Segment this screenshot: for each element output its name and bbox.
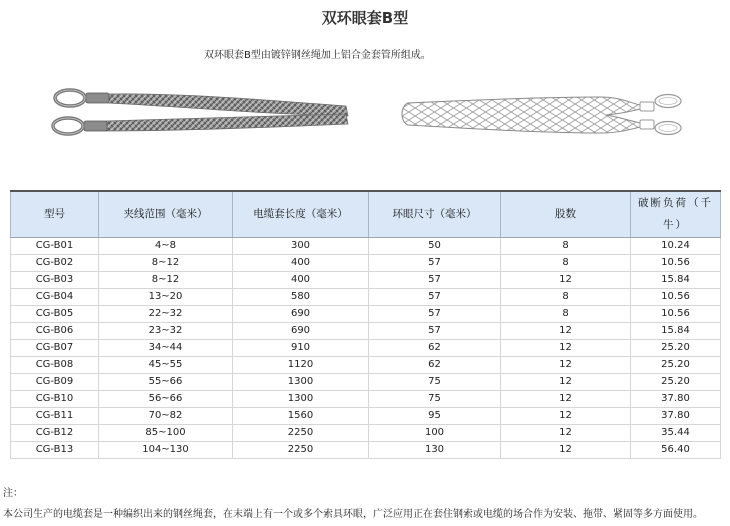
cell-clamp-range: 104~130 (99, 441, 233, 458)
cell-sock-length: 690 (233, 322, 369, 339)
cell-strands: 8 (501, 305, 631, 322)
cell-eye-size: 100 (369, 424, 501, 441)
cell-model: CG-B03 (11, 271, 99, 288)
cell-model: CG-B02 (11, 254, 99, 271)
product-description: 双环眼套B型由镀锌钢丝绳加上铝合金套管所组成。 (204, 50, 431, 61)
cell-model: CG-B10 (11, 390, 99, 407)
cell-breaking-load: 25.20 (631, 356, 721, 373)
cell-clamp-range: 70~82 (99, 407, 233, 424)
cell-breaking-load: 25.20 (631, 373, 721, 390)
cable-grip-photo (46, 84, 356, 144)
cell-strands: 12 (501, 390, 631, 407)
cell-strands: 12 (501, 322, 631, 339)
cell-clamp-range: 23~32 (99, 322, 233, 339)
cell-clamp-range: 85~100 (99, 424, 233, 441)
cell-breaking-load: 37.80 (631, 390, 721, 407)
table-row (11, 305, 721, 322)
cell-clamp-range: 8~12 (99, 271, 233, 288)
cell-strands: 8 (501, 237, 631, 254)
cell-clamp-range: 56~66 (99, 390, 233, 407)
cell-breaking-load: 56.40 (631, 441, 721, 458)
cell-strands: 12 (501, 373, 631, 390)
cell-clamp-range: 22~32 (99, 305, 233, 322)
cell-model: CG-B12 (11, 424, 99, 441)
cell-sock-length: 400 (233, 271, 369, 288)
table-row (11, 407, 721, 424)
table-row (11, 322, 721, 339)
cable-grip-drawing (396, 88, 688, 144)
table-row (11, 339, 721, 356)
spec-table-container (10, 190, 720, 459)
header-sock-length: 电缆套长度（毫米） (233, 191, 369, 237)
upper-eye (640, 95, 681, 112)
header-clamp-range: 夹线范围（毫米） (99, 191, 233, 237)
table-row (11, 237, 721, 254)
upper-cable-grip (55, 90, 348, 116)
table-row (11, 424, 721, 441)
cell-eye-size: 95 (369, 407, 501, 424)
cell-strands: 12 (501, 441, 631, 458)
cell-sock-length: 1560 (233, 407, 369, 424)
mesh-sock-body (402, 97, 640, 133)
cell-breaking-load: 35.44 (631, 424, 721, 441)
cell-sock-length: 910 (233, 339, 369, 356)
cell-strands: 8 (501, 288, 631, 305)
cell-eye-size: 75 (369, 373, 501, 390)
note-label: 注： (3, 488, 23, 499)
cell-clamp-range: 55~66 (99, 373, 233, 390)
cell-eye-size: 62 (369, 339, 501, 356)
table-row (11, 356, 721, 373)
cell-strands: 8 (501, 254, 631, 271)
cell-model: CG-B04 (11, 288, 99, 305)
cell-breaking-load: 10.24 (631, 237, 721, 254)
cell-eye-size: 57 (369, 322, 501, 339)
cell-sock-length: 690 (233, 305, 369, 322)
cell-clamp-range: 34~44 (99, 339, 233, 356)
cell-breaking-load: 15.84 (631, 322, 721, 339)
note-text: 本公司生产的电缆套是一种编织出来的钢丝绳套，在末端上有一个或多个索具环眼，广泛应用正在套住钢索或电缆的场合作为安装、拖带、紧固等多方面使用。 (3, 509, 703, 520)
lower-cable-grip (53, 114, 348, 134)
cell-eye-size: 130 (369, 441, 501, 458)
cell-model: CG-B07 (11, 339, 99, 356)
cell-sock-length: 2250 (233, 441, 369, 458)
cell-strands: 12 (501, 407, 631, 424)
cell-clamp-range: 13~20 (99, 288, 233, 305)
cell-clamp-range: 45~55 (99, 356, 233, 373)
cell-model: CG-B11 (11, 407, 99, 424)
cell-strands: 12 (501, 271, 631, 288)
header-strands: 股数 (501, 191, 631, 237)
table-row (11, 390, 721, 407)
cell-model: CG-B01 (11, 237, 99, 254)
cell-breaking-load: 10.56 (631, 305, 721, 322)
cell-model: CG-B09 (11, 373, 99, 390)
cell-sock-length: 1120 (233, 356, 369, 373)
cell-eye-size: 50 (369, 237, 501, 254)
cell-strands: 12 (501, 424, 631, 441)
spec-table (10, 190, 721, 459)
header-model: 型号 (11, 191, 99, 237)
cell-clamp-range: 4~8 (99, 237, 233, 254)
cell-model: CG-B13 (11, 441, 99, 458)
table-row (11, 288, 721, 305)
lower-eye (640, 120, 681, 135)
cell-sock-length: 300 (233, 237, 369, 254)
page-title: 双环眼套B型 (321, 9, 409, 27)
cell-sock-length: 580 (233, 288, 369, 305)
cell-sock-length: 1300 (233, 373, 369, 390)
table-row (11, 271, 721, 288)
cell-eye-size: 57 (369, 288, 501, 305)
cell-model: CG-B05 (11, 305, 99, 322)
cell-strands: 12 (501, 356, 631, 373)
cell-breaking-load: 37.80 (631, 407, 721, 424)
cell-eye-size: 57 (369, 254, 501, 271)
cell-clamp-range: 8~12 (99, 254, 233, 271)
cell-model: CG-B08 (11, 356, 99, 373)
cell-eye-size: 57 (369, 305, 501, 322)
cell-eye-size: 75 (369, 390, 501, 407)
cell-sock-length: 400 (233, 254, 369, 271)
cell-breaking-load: 15.84 (631, 271, 721, 288)
cell-sock-length: 1300 (233, 390, 369, 407)
spec-table-body (11, 237, 721, 458)
cell-breaking-load: 10.56 (631, 288, 721, 305)
cell-strands: 12 (501, 339, 631, 356)
table-row (11, 373, 721, 390)
cell-breaking-load: 25.20 (631, 339, 721, 356)
header-breaking-load: 破断负荷（千牛） (631, 191, 721, 237)
table-row (11, 441, 721, 458)
cell-sock-length: 2250 (233, 424, 369, 441)
cell-eye-size: 62 (369, 356, 501, 373)
table-row (11, 254, 721, 271)
cell-eye-size: 57 (369, 271, 501, 288)
header-eye-size: 环眼尺寸（毫米） (369, 191, 501, 237)
cell-model: CG-B06 (11, 322, 99, 339)
table-header-row (11, 191, 721, 237)
cell-breaking-load: 10.56 (631, 254, 721, 271)
